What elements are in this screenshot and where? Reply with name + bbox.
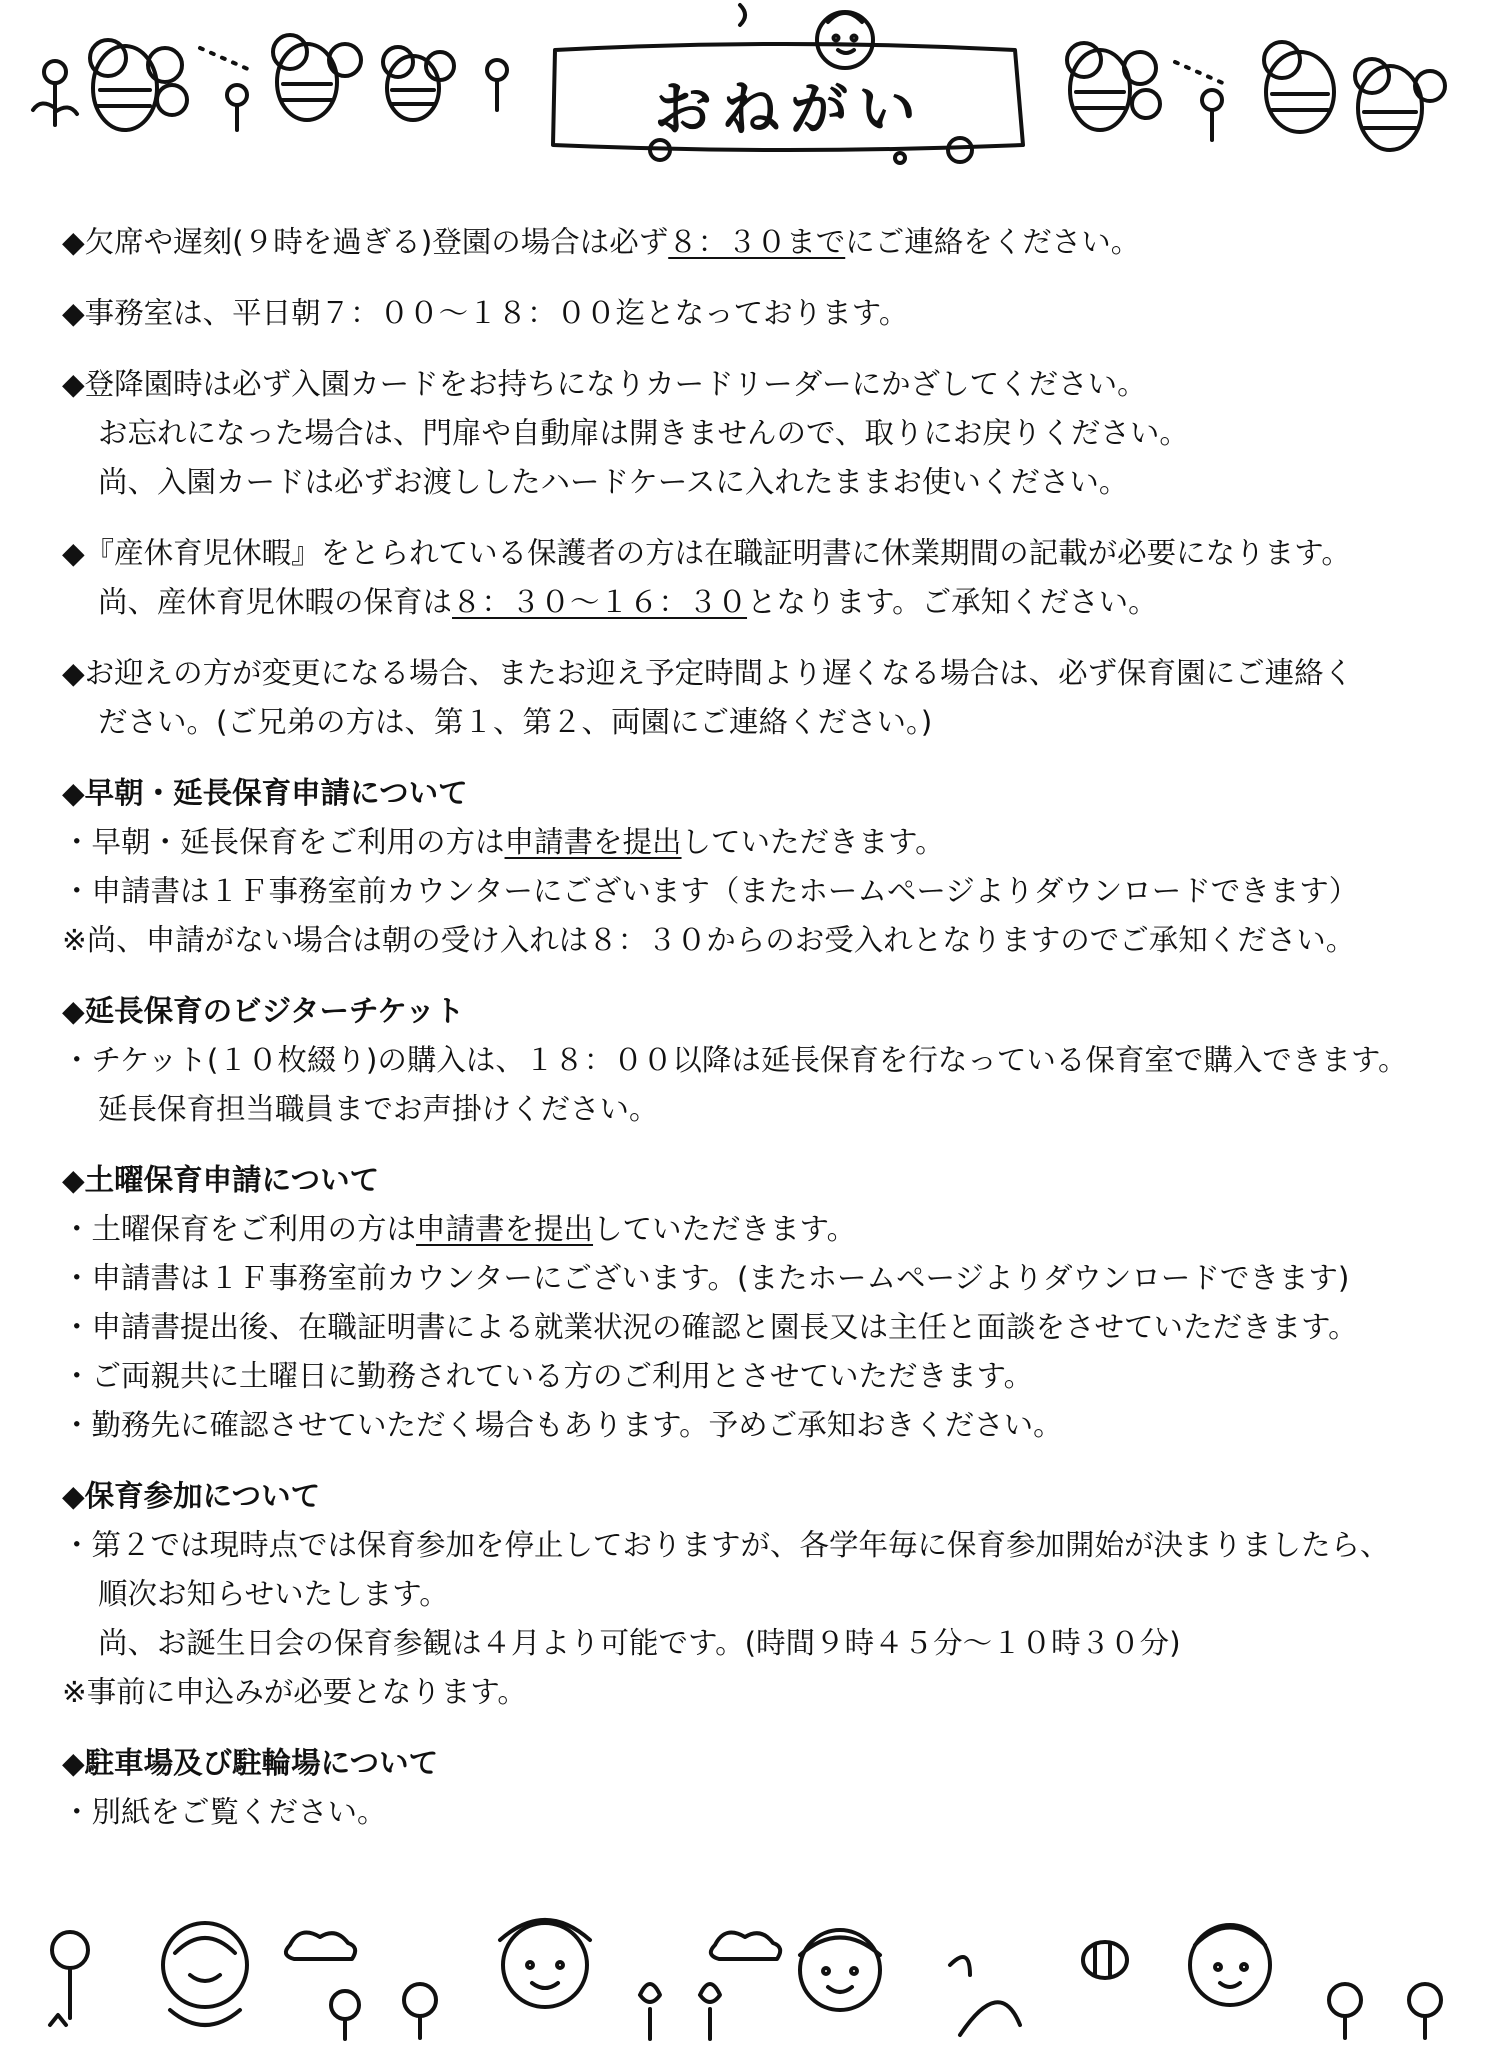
notice-line: 順次お知らせいたします。 [98, 1577, 449, 1611]
notice-body [62, 218, 1442, 1837]
bee-icon [1264, 42, 1334, 132]
notice-line: ・申請書は１Ｆ事務室前カウンターにございます。(またホームページよりダウンロードできます) [62, 1261, 1350, 1295]
flower-icon [331, 1984, 436, 2039]
child-icon [163, 1923, 247, 2025]
notice-line: 尚、産休育児休暇の保育は８：３０～１６：３０となります。ご承知ください。 [98, 585, 1158, 619]
notice-line: ◆登降園時は必ず入園カードをお持ちになりカードリーダーにかざしてください。 [62, 367, 1147, 401]
notice-line: ※事前に申込みが必要となります。 [62, 1675, 527, 1709]
notice-line: ・ご両親共に土曜日に勤務されている方のご利用とさせていただきます。 [62, 1359, 1034, 1393]
tulip-icon [640, 1984, 720, 2039]
notice-line: ◆欠席や遅刻(９時を過ぎる)登園の場合は必ず８：３０までにご連絡をください。 [62, 225, 1141, 259]
notice-line: ・申請書は１Ｆ事務室前カウンターにございます（またホームページよりダウンロードできます） [62, 874, 1359, 908]
bee-icon [1083, 1942, 1127, 1978]
notice-line: ・土曜保育をご利用の方は申請書を提出していただきます。 [62, 1212, 857, 1246]
child-icon [1190, 1925, 1270, 2005]
bee-icon [273, 35, 361, 120]
child-icon [500, 1920, 590, 2007]
flower-icon [50, 1932, 88, 2025]
notice-line: ・勤務先に確認させていただく場合もあります。予めご承知おきください。 [62, 1408, 1063, 1442]
flower-icon [33, 61, 77, 125]
notice-line: 延長保育担当職員までお声掛けください。 [98, 1092, 659, 1126]
bee-icon [1355, 59, 1445, 150]
flower-icon [227, 85, 247, 130]
notice-line: 尚、お誕生日会の保育参観は４月より可能です。(時間９時４５分～１０時３０分) [98, 1626, 1181, 1660]
section-heading: ◆早朝・延長保育申請について [62, 776, 468, 810]
section-heading: ◆駐車場及び駐輪場について [62, 1746, 439, 1780]
notice-line: ・第２では現時点では保育参加を停止しておりますが、各学年毎に保育参加開始が決まりましたら、 [62, 1528, 1390, 1562]
notice-line: ・別紙をご覧ください。 [62, 1795, 387, 1829]
section-heading: ◆保育参加について [62, 1479, 321, 1513]
leaf-icon [950, 1957, 1020, 2035]
footer-decoration [0, 1905, 1489, 2048]
notice-line: 尚、入園カードは必ずお渡ししたハードケースに入れたままお使いください。 [98, 465, 1129, 499]
notice-line: ・申請書提出後、在職証明書による就業状況の確認と園長又は主任と面談をさせていただきます。 [62, 1310, 1358, 1344]
notice-line: お忘れになった場合は、門扉や自動扉は開きませんので、取りにお戻りください。 [98, 416, 1189, 450]
child-icon [800, 1930, 880, 2010]
flower-icon [1202, 90, 1222, 140]
cloud-icon [286, 1933, 355, 1960]
notice-line: ※尚、申請がない場合は朝の受け入れは８：３０からのお受入れとなりますのでご承知ください。 [62, 923, 1356, 957]
notice-line: ◆事務室は、平日朝７：００～１８：００迄となっております。 [62, 296, 909, 330]
notice-line: ・チケット(１０枚綴り)の購入は、１８：００以降は延長保育を行なっている保育室で購入できます。 [62, 1043, 1408, 1077]
bee-icon [1067, 43, 1160, 130]
page-title: おねがい [653, 75, 926, 143]
cloud-icon [711, 1933, 780, 1960]
notice-line: ださい。(ご兄弟の方は、第１、第２、両園にご連絡ください。) [98, 705, 933, 739]
header-banner [0, 0, 1489, 190]
flower-icon [1329, 1984, 1441, 2038]
bee-icon [383, 47, 454, 120]
notice-line: ◆『産休育児休暇』をとられている保護者の方は在職証明書に休業期間の記載が必要になります。 [62, 536, 1351, 570]
section-heading: ◆土曜保育申請について [62, 1163, 380, 1197]
flower-icon [487, 60, 507, 110]
section-heading: ◆延長保育のビジターチケット [62, 994, 465, 1028]
bee-icon [90, 40, 187, 130]
notice-line: ◆お迎えの方が変更になる場合、またお迎え予定時間より遅くなる場合は、必ず保育園にご連絡く [62, 656, 1354, 690]
notice-line: ・早朝・延長保育をご利用の方は申請書を提出していただきます。 [62, 825, 945, 859]
